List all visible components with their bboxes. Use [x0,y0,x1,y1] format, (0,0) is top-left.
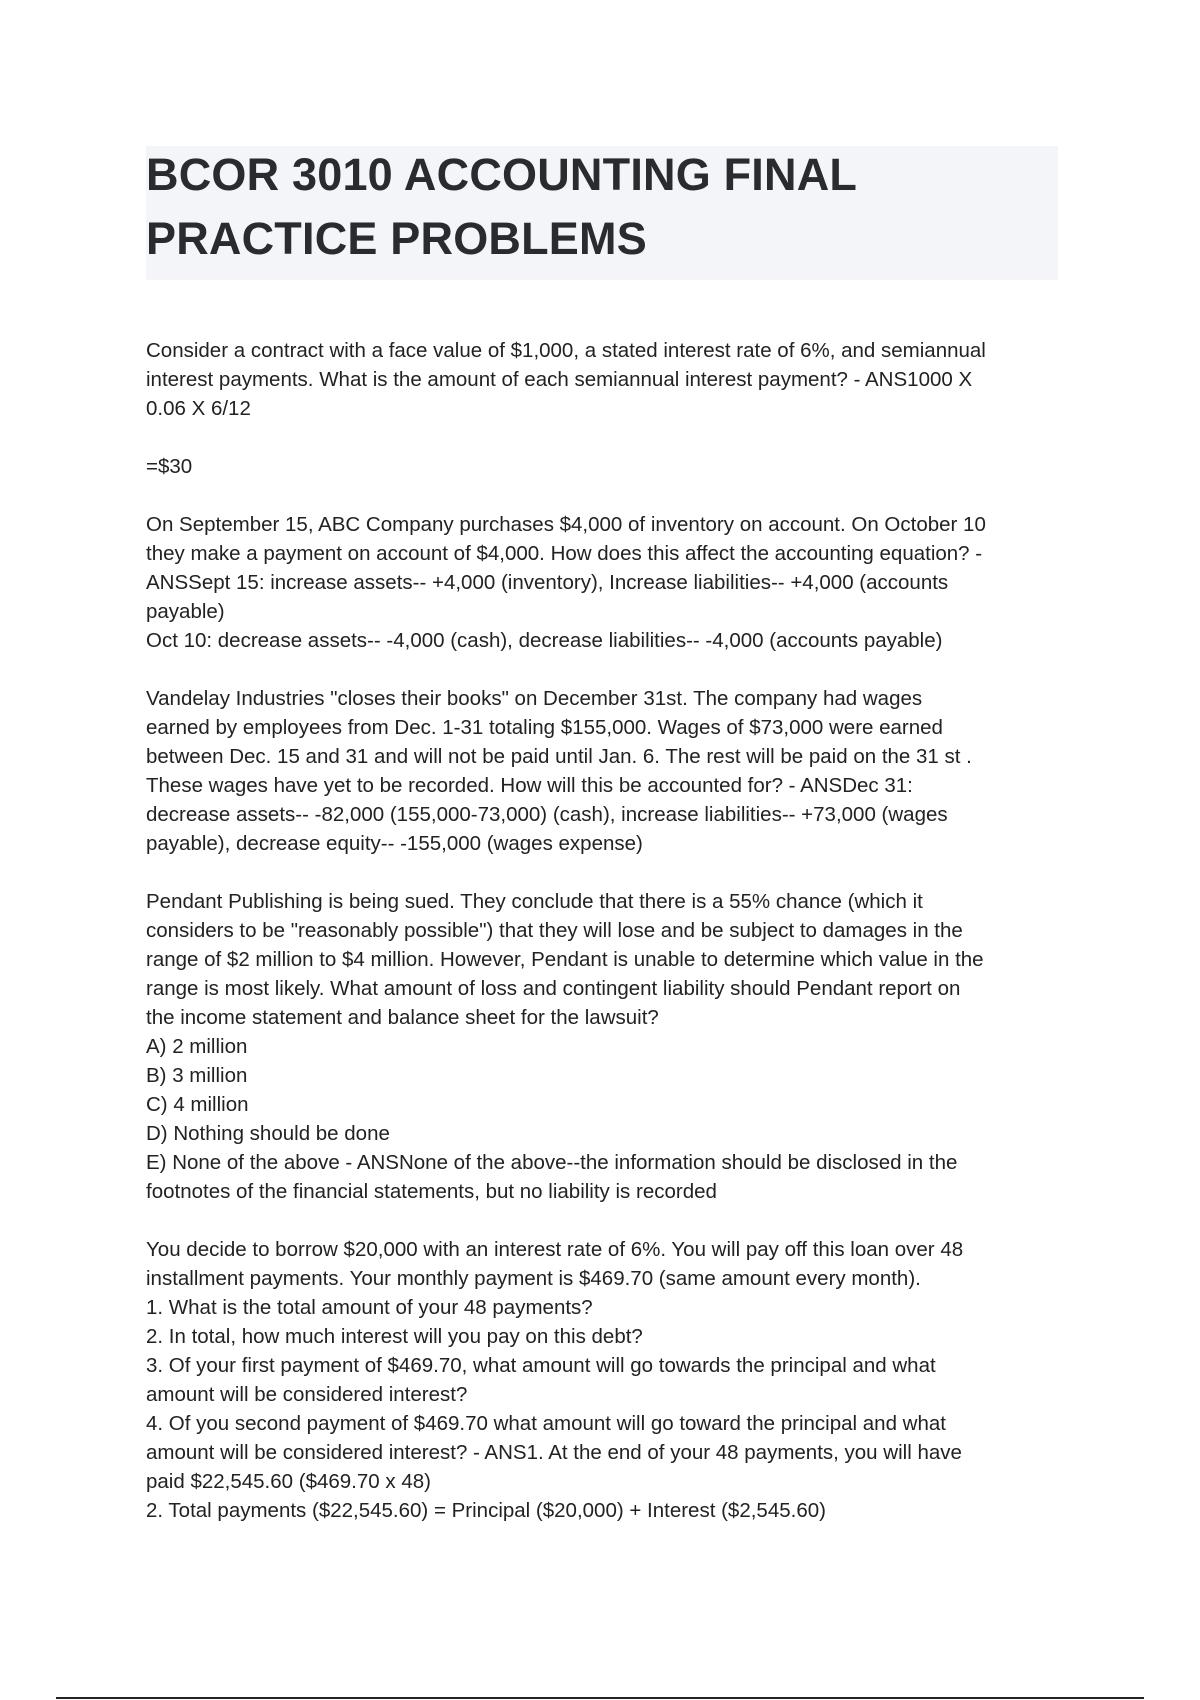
paragraph-gap [146,481,1066,510]
title-banner [146,146,1058,280]
text-line: C) 4 million [146,1093,249,1116]
text-line: E) None of the above - ANSNone of the above--the information should be disclosed in the [146,1151,958,1174]
text-line: These wages have yet to be recorded. How will this be accounted for? - ANSDec 31: [146,774,913,797]
text-line: Vandelay Industries "closes their books" on December 31st. The company had wages [146,687,923,710]
text-line: =$30 [146,455,193,478]
text-line: Pendant Publishing is being sued. They conclude that there is a 55% chance (which it [146,890,923,913]
page-title-line-2: PRACTICE PROBLEMS [146,213,647,264]
paragraph-gap [146,858,1066,887]
footer-divider [56,1697,1144,1699]
paragraph-gap [146,655,1066,684]
text-line: 2. In total, how much interest will you pay on this debt? [146,1325,643,1348]
text-line: On September 15, ABC Company purchases $4,000 of inventory on account. On October 10 [146,513,986,536]
text-line: range is most likely. What amount of loss and contingent liability should Pendant report on [146,977,961,1000]
text-line: amount will be considered interest? - ANS1. At the end of your 48 payments, you will have [146,1441,962,1464]
page-title-line-1: BCOR 3010 ACCOUNTING FINAL [146,149,858,200]
text-line: between Dec. 15 and 31 and will not be paid until Jan. 6. The rest will be paid on the 31 st . [146,745,972,768]
text-line: 1. What is the total amount of your 48 payments? [146,1296,593,1319]
text-line: decrease assets-- -82,000 (155,000-73,000) (cash), increase liabilities-- +73,000 (wages [146,803,948,826]
text-line: installment payments. Your monthly payment is $469.70 (same amount every month). [146,1267,921,1290]
text-line: payable), decrease equity-- -155,000 (wages expense) [146,832,643,855]
text-line: paid $22,545.60 ($469.70 x 48) [146,1470,431,1493]
text-line: payable) [146,600,225,623]
text-line: earned by employees from Dec. 1-31 totaling $155,000. Wages of $73,000 were earned [146,716,943,739]
text-line: Oct 10: decrease assets-- -4,000 (cash), decrease liabilities-- -4,000 (accounts payable) [146,629,943,652]
text-line: You decide to borrow $20,000 with an interest rate of 6%. You will pay off this loan over 48 [146,1238,964,1261]
text-line: 0.06 X 6/12 [146,397,251,420]
text-line: 4. Of you second payment of $469.70 what amount will go toward the principal and what [146,1412,946,1435]
text-line: B) 3 million [146,1064,248,1087]
text-line: they make a payment on account of $4,000. How does this affect the accounting equation? - [146,542,983,565]
document-body [146,336,1066,1525]
text-line: interest payments. What is the amount of each semiannual interest payment? - ANS1000 X [146,368,973,391]
text-line: D) Nothing should be done [146,1122,390,1145]
text-line: considers to be "reasonably possible") that they will lose and be subject to damages in the [146,919,963,942]
text-line: 3. Of your first payment of $469.70, what amount will go towards the principal and what [146,1354,936,1377]
text-line: Consider a contract with a face value of $1,000, a stated interest rate of 6%, and semiannual [146,339,986,362]
paragraph-gap [146,423,1066,452]
text-line: footnotes of the financial statements, but no liability is recorded [146,1180,717,1203]
paragraph-gap [146,1206,1066,1235]
text-line: the income statement and balance sheet for the lawsuit? [146,1006,659,1029]
text-line: ANSSept 15: increase assets-- +4,000 (inventory), Increase liabilities-- +4,000 (accounts [146,571,949,594]
text-line: amount will be considered interest? [146,1383,468,1406]
text-line: 2. Total payments ($22,545.60) = Principal ($20,000) + Interest ($2,545.60) [146,1499,826,1522]
text-line: A) 2 million [146,1035,248,1058]
text-line: range of $2 million to $4 million. However, Pendant is unable to determine which value in the [146,948,984,971]
